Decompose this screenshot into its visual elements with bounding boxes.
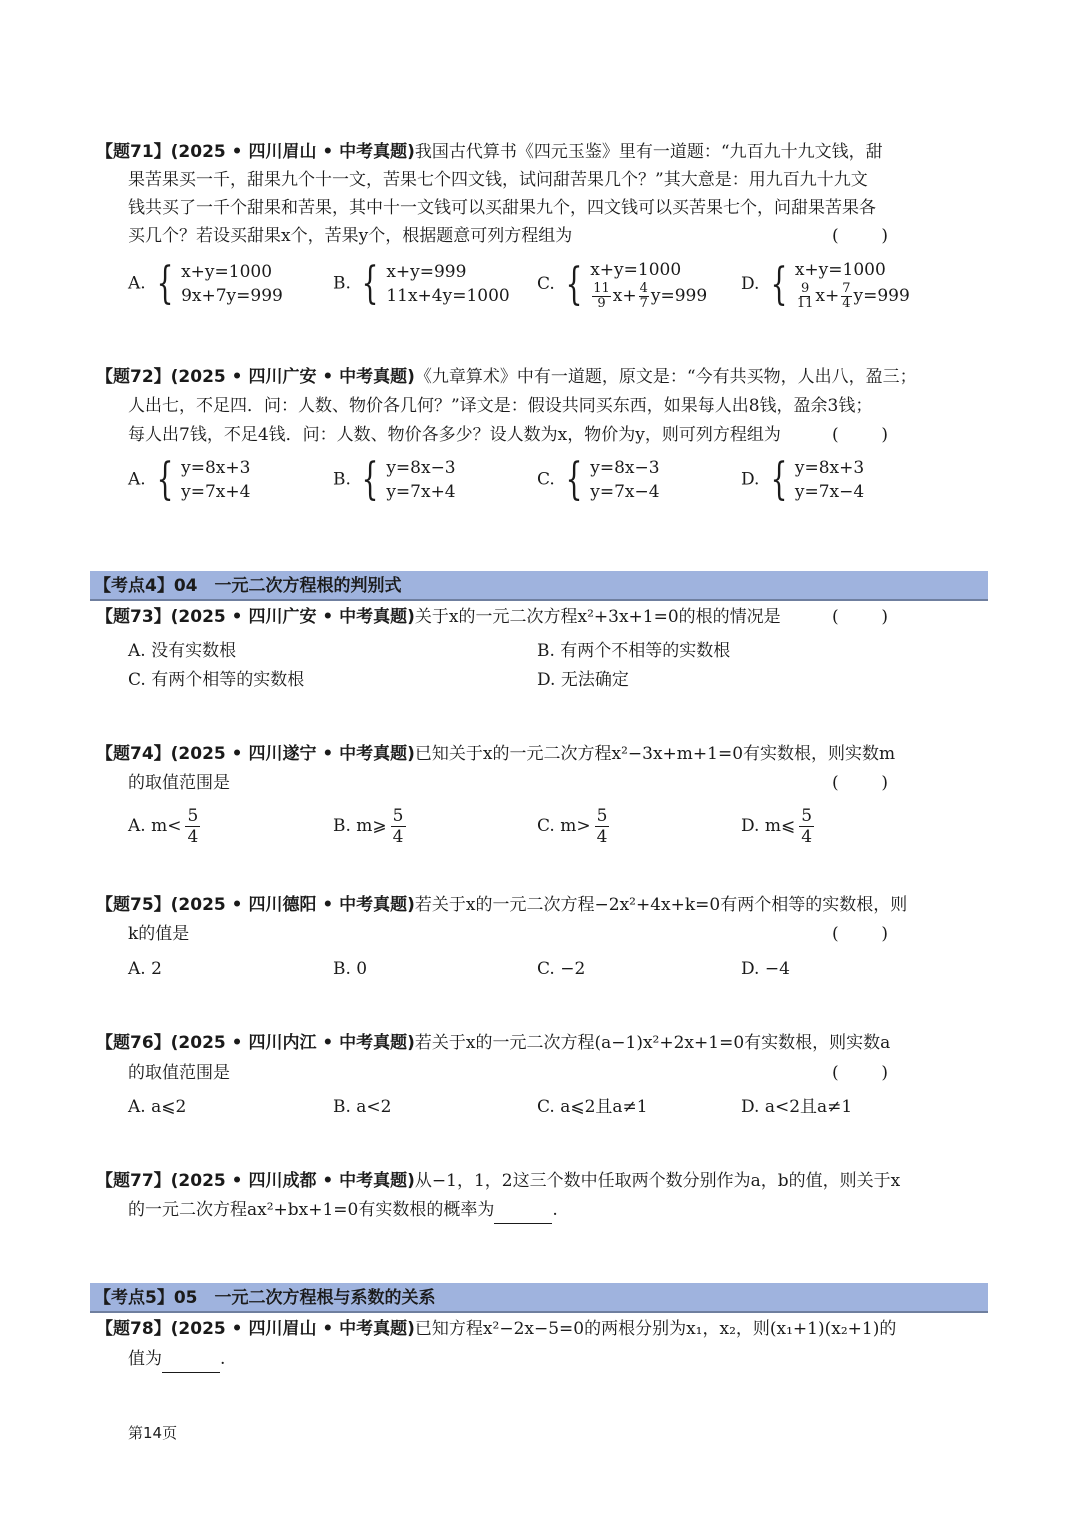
q72-line1: 【题72】(2025 • 四川广安 • 中考真题)《九章算术》中有一道题，原文是：“今有共买物，人出八，盈三； — [96, 367, 917, 387]
q76-option-c[interactable]: C. a⩽2且a≠1 — [537, 1097, 648, 1117]
q76-option-d[interactable]: D. a<2且a≠1 — [741, 1097, 853, 1117]
q71-option-c[interactable]: C. { x+y=1000 $\frac{11}{9}$ x+ $\frac{4}{7}$ y=999 — [537, 258, 708, 311]
q71-option-a[interactable]: A. { x+y=1000 9x+7y=999 — [128, 258, 283, 309]
q72-option-d[interactable]: D. { y=8x+3 y=7x−4 — [741, 454, 865, 505]
q74-line2: 的取值范围是 — [128, 773, 230, 793]
q75-option-b[interactable]: B. 0 — [333, 959, 368, 979]
q73-answer-paren: ( ) — [832, 607, 888, 627]
section-header-5: 【考点5】05 一元二次方程根与系数的关系 — [90, 1283, 988, 1313]
q75-tag: 【题75】(2025 • 四川德阳 • 中考真题) — [96, 895, 415, 915]
q73-option-c[interactable]: C. 有两个相等的实数根 — [128, 670, 305, 690]
q78-line1: 【题78】(2025 • 四川眉山 • 中考真题)已知方程x²−2x−5=0的两根分别为x₁，x₂，则(x₁+1)(x₂+1)的 — [96, 1319, 897, 1339]
q71-option-d[interactable]: D. { x+y=1000 $\frac{9}{11}$ x+ $\frac{7}{4}$ y=999 — [741, 258, 910, 311]
q74-answer-paren: ( ) — [832, 773, 888, 793]
q72-answer-paren: ( ) — [832, 425, 888, 445]
q75-option-a[interactable]: A. 2 — [128, 959, 162, 979]
q78-tag: 【题78】(2025 • 四川眉山 • 中考真题) — [96, 1319, 415, 1339]
q71-line3: 钱共买了一千个甜果和苦果，其中十一文钱可以买甜果九个，四文钱可以买苦果七个，问甜果苦果各 — [128, 198, 876, 218]
q71-option-b[interactable]: B. { x+y=999 11x+4y=1000 — [333, 258, 510, 309]
q71-line1: 【题71】(2025 • 四川眉山 • 中考真题)我国古代算书《四元玉鉴》里有一道题：“九百九十九文钱，甜 — [96, 142, 883, 162]
q74-option-c[interactable]: C. m> $\frac{5}{4}$ — [537, 806, 608, 847]
q71-line2: 果苦果买一千，甜果九个十一文，苦果七个四文钱，试问甜苦果几个？”其大意是：用九百九十九文 — [128, 170, 868, 190]
q73-tag: 【题73】(2025 • 四川广安 • 中考真题) — [96, 607, 415, 627]
q75-option-c[interactable]: C. −2 — [537, 959, 586, 979]
q72-line2: 人出七，不足四．问：人数、物价各几何？”译文是：假设共同买东西，如果每人出8钱，盈余3钱； — [128, 396, 873, 416]
q78-answer-blank[interactable] — [162, 1354, 220, 1373]
q75-line1: 【题75】(2025 • 四川德阳 • 中考真题)若关于x的一元二次方程−2x²+4x+k=0有两个相等的实数根，则 — [96, 895, 908, 915]
q77-line1: 【题77】(2025 • 四川成都 • 中考真题)从−1，1，2这三个数中任取两个数分别作为a，b的值，则关于x — [96, 1171, 901, 1191]
q76-line2: 的取值范围是 — [128, 1063, 230, 1083]
q78-line2: 值为 . — [128, 1345, 225, 1373]
q73-option-b[interactable]: B. 有两个不相等的实数根 — [537, 641, 731, 661]
q74-option-b[interactable]: B. m⩾ $\frac{5}{4}$ — [333, 806, 404, 847]
q71-line4: 买几个？若设买甜果x个，苦果y个，根据题意可列方程组为 — [128, 226, 573, 246]
section-header-4: 【考点4】04 一元二次方程根的判别式 — [90, 571, 988, 601]
q72-line3: 每人出7钱，不足4钱．问：人数、物价各多少？设人数为x，物价为y，则可列方程组为 — [128, 425, 781, 445]
q74-line1: 【题74】(2025 • 四川遂宁 • 中考真题)已知关于x的一元二次方程x²−3x+m+1=0有实数根，则实数m — [96, 744, 896, 764]
q71-tag: 【题71】(2025 • 四川眉山 • 中考真题) — [96, 142, 415, 162]
q76-option-b[interactable]: B. a<2 — [333, 1097, 392, 1117]
q76-answer-paren: ( ) — [832, 1063, 888, 1083]
q72-option-c[interactable]: C. { y=8x−3 y=7x−4 — [537, 454, 660, 505]
q77-tag: 【题77】(2025 • 四川成都 • 中考真题) — [96, 1171, 415, 1191]
page-number: 第14页 — [128, 1424, 178, 1442]
q77-line2: 的一元二次方程ax²+bx+1=0有实数根的概率为 . — [128, 1196, 558, 1224]
q73-line1: 【题73】(2025 • 四川广安 • 中考真题)关于x的一元二次方程x²+3x+1=0的根的情况是 — [96, 607, 781, 627]
q72-tag: 【题72】(2025 • 四川广安 • 中考真题) — [96, 367, 415, 387]
q73-option-d[interactable]: D. 无法确定 — [537, 670, 629, 690]
q72-option-b[interactable]: B. { y=8x−3 y=7x+4 — [333, 454, 456, 505]
q74-option-a[interactable]: A. m< $\frac{5}{4}$ — [128, 806, 199, 847]
q75-line2: k的值是 — [128, 924, 190, 944]
q77-answer-blank[interactable] — [494, 1205, 552, 1224]
q75-answer-paren: ( ) — [832, 924, 888, 944]
q73-option-a[interactable]: A. 没有实数根 — [128, 641, 237, 661]
q76-line1: 【题76】(2025 • 四川内江 • 中考真题)若关于x的一元二次方程(a−1)x²+2x+1=0有实数根，则实数a — [96, 1033, 891, 1053]
q76-tag: 【题76】(2025 • 四川内江 • 中考真题) — [96, 1033, 415, 1053]
q71-answer-paren: ( ) — [832, 226, 888, 246]
q72-option-a[interactable]: A. { y=8x+3 y=7x+4 — [128, 454, 251, 505]
q76-option-a[interactable]: A. a⩽2 — [128, 1097, 187, 1117]
q75-option-d[interactable]: D. −4 — [741, 959, 790, 979]
q74-tag: 【题74】(2025 • 四川遂宁 • 中考真题) — [96, 744, 415, 764]
q74-option-d[interactable]: D. m⩽ $\frac{5}{4}$ — [741, 806, 813, 847]
